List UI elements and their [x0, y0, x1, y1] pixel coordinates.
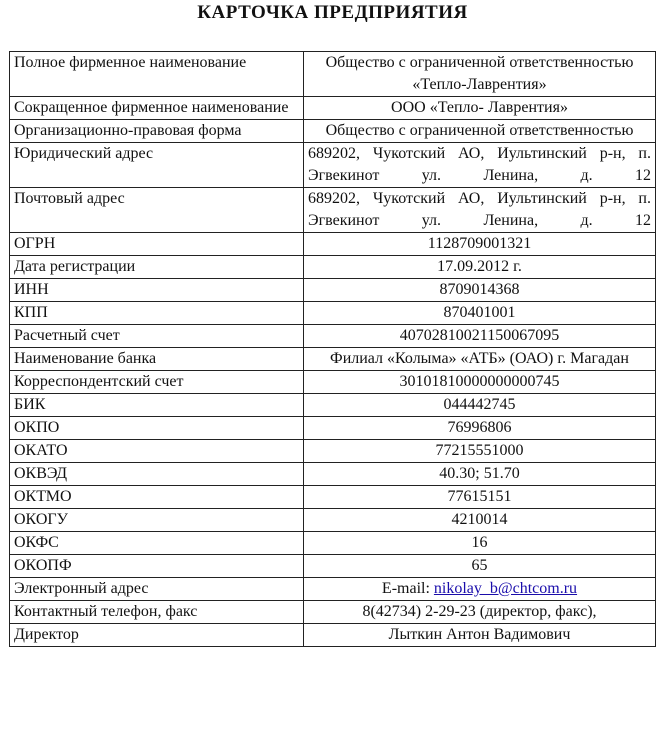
- row-value: Лыткин Антон Вадимович: [304, 624, 656, 647]
- row-label: Организационно-правовая форма: [10, 120, 304, 143]
- table-row: [10, 143, 656, 188]
- table-row: [10, 302, 656, 325]
- row-value: Общество с ограниченной ответственностью «Тепло-Лаврентия»: [304, 52, 656, 97]
- table-row: [10, 509, 656, 532]
- row-value: 8(42734) 2-29-23 (директор, факс),: [304, 601, 656, 624]
- row-value: 40702810021150067095: [304, 325, 656, 348]
- table-row: [10, 601, 656, 624]
- row-label: КПП: [10, 302, 304, 325]
- row-label: Расчетный счет: [10, 325, 304, 348]
- row-value: 65: [304, 555, 656, 578]
- email-link[interactable]: nikolay_b@chtcom.ru: [433, 580, 578, 597]
- table-row: [10, 555, 656, 578]
- row-label: ОКОГУ: [10, 509, 304, 532]
- row-value: 30101810000000000745: [304, 371, 656, 394]
- table-row: [10, 624, 656, 647]
- row-label: Наименование банка: [10, 348, 304, 371]
- table-row: [10, 371, 656, 394]
- row-value: ООО «Тепло- Лаврентия»: [304, 97, 656, 120]
- row-label: Сокращенное фирменное наименование: [10, 97, 304, 120]
- table-row: [10, 279, 656, 302]
- table-row: [10, 97, 656, 120]
- row-label: ОГРН: [10, 233, 304, 256]
- table-row: [10, 233, 656, 256]
- row-label: ОКАТО: [10, 440, 304, 463]
- row-value: 76996806: [304, 417, 656, 440]
- row-label: Полное фирменное наименование: [10, 52, 304, 97]
- table-row: [10, 417, 656, 440]
- row-label: ОКПО: [10, 417, 304, 440]
- table-row: [10, 532, 656, 555]
- row-label: Юридический адрес: [10, 143, 304, 188]
- row-value: 870401001: [304, 302, 656, 325]
- row-value: Общество с ограниченной ответственностью: [304, 120, 656, 143]
- table-row: [10, 188, 656, 233]
- document-title: КАРТОЧКА ПРЕДПРИЯТИЯ: [197, 2, 468, 23]
- table-row: [10, 463, 656, 486]
- row-label: Электронный адрес: [10, 578, 304, 601]
- row-label: Почтовый адрес: [10, 188, 304, 233]
- row-value: 044442745: [304, 394, 656, 417]
- row-value: 40.30; 51.70: [304, 463, 656, 486]
- email-value: [304, 578, 656, 601]
- table-row: [10, 578, 656, 601]
- row-label: ОКТМО: [10, 486, 304, 509]
- row-label: ИНН: [10, 279, 304, 302]
- row-label: БИК: [10, 394, 304, 417]
- row-value: 16: [304, 532, 656, 555]
- row-value: Филиал «Колыма» «АТБ» (ОАО) г. Магадан: [304, 348, 656, 371]
- row-value: 689202, Чукотский АО, Иультинский р-н, п. Эгвекинот ул. Ленина, д. 12: [304, 143, 656, 188]
- row-label: ОКФС: [10, 532, 304, 555]
- row-value: 8709014368: [304, 279, 656, 302]
- table-row: [10, 440, 656, 463]
- enterprise-card-table: [9, 51, 656, 647]
- table-row: [10, 486, 656, 509]
- row-label: ОКОПФ: [10, 555, 304, 578]
- email-prefix: E-mail:: [381, 580, 434, 597]
- table-row: [10, 325, 656, 348]
- table-row: [10, 348, 656, 371]
- row-value: 4210014: [304, 509, 656, 532]
- row-label: Контактный телефон, факс: [10, 601, 304, 624]
- row-value: 689202, Чукотский АО, Иультинский р-н, п. Эгвекинот ул. Ленина, д. 12: [304, 188, 656, 233]
- table-row: [10, 394, 656, 417]
- table-row: [10, 256, 656, 279]
- row-value: 77615151: [304, 486, 656, 509]
- row-value: 17.09.2012 г.: [304, 256, 656, 279]
- table-row: [10, 120, 656, 143]
- row-label: Директор: [10, 624, 304, 647]
- table-row: [10, 52, 656, 97]
- row-label: Корреспондентский счет: [10, 371, 304, 394]
- row-value: 1128709001321: [304, 233, 656, 256]
- row-label: ОКВЭД: [10, 463, 304, 486]
- row-value: 77215551000: [304, 440, 656, 463]
- row-label: Дата регистрации: [10, 256, 304, 279]
